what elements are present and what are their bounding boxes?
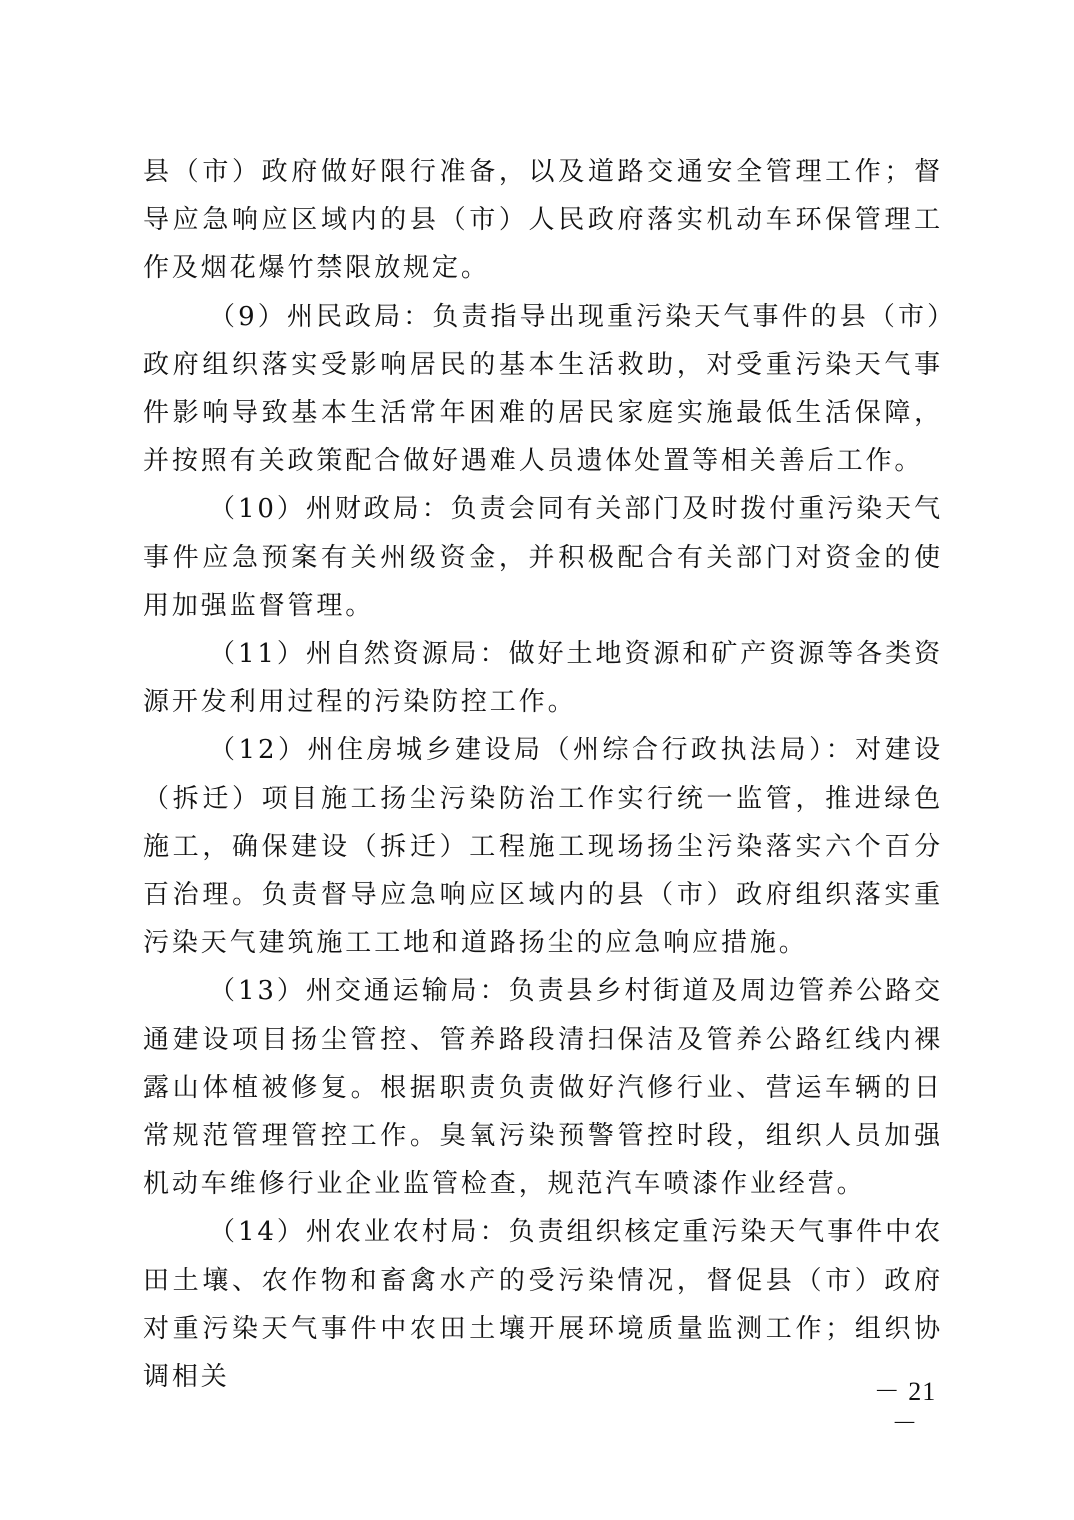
paragraph-finance: （10）州财政局：负责会同有关部门及时拨付重污染天气事件应急预案有关州级资金，并积极配合有关部门对资金的使用加强监督管理。: [143, 494, 943, 621]
paragraph-housing-construction: （12）州住房城乡建设局（州综合行政执法局）：对建设（拆迁）项目施工扬尘污染防治工作实行统一监管，推进绿色施工，确保建设（拆迁）工程施工现场扬尘污染落实六个百分百治理。负责督导应急响应区域内的县（市）政府组织落实重污染天气建筑施工工地和道路扬尘的应急响应措施。: [143, 735, 943, 959]
paragraph-transport: （13）州交通运输局：负责县乡村街道及周边管养公路交通建设项目扬尘管控、管养路段清扫保洁及管养公路红线内裸露山体植被修复。根据职责负责做好汽修行业、营运车辆的日常规范管理管控工作。臭氧污染预警管控时段，组织人员加强机动车维修行业企业监管检查，规范汽车喷漆作业经营。: [143, 976, 943, 1200]
paragraph-civil-affairs: （9）州民政局：负责指导出现重污染天气事件的县（市）政府组织落实受影响居民的基本生活救助，对受重污染天气事件影响导致基本生活常年困难的居民家庭实施最低生活保障，并按照有关政策配合做好遇难人员遗体处置等相关善后工作。: [143, 301, 943, 477]
paragraph-continuation: 县（市）政府做好限行准备，以及道路交通安全管理工作；督导应急响应区域内的县（市）人民政府落实机动车环保管理工作及烟花爆竹禁限放规定。: [143, 157, 943, 284]
page-number: － 21 －: [873, 1377, 937, 1438]
paragraph-agriculture: （14）州农业农村局：负责组织核定重污染天气事件中农田土壤、农作物和畜禽水产的受污染情况，督促县（市）政府对重污染天气事件中农田土壤开展环境质量监测工作；组织协调相关: [143, 1217, 943, 1393]
paragraph-natural-resources: （11）州自然资源局：做好土地资源和矿产资源等各类资源开发利用过程的污染防控工作。: [143, 639, 943, 718]
document-body: [143, 148, 943, 1401]
